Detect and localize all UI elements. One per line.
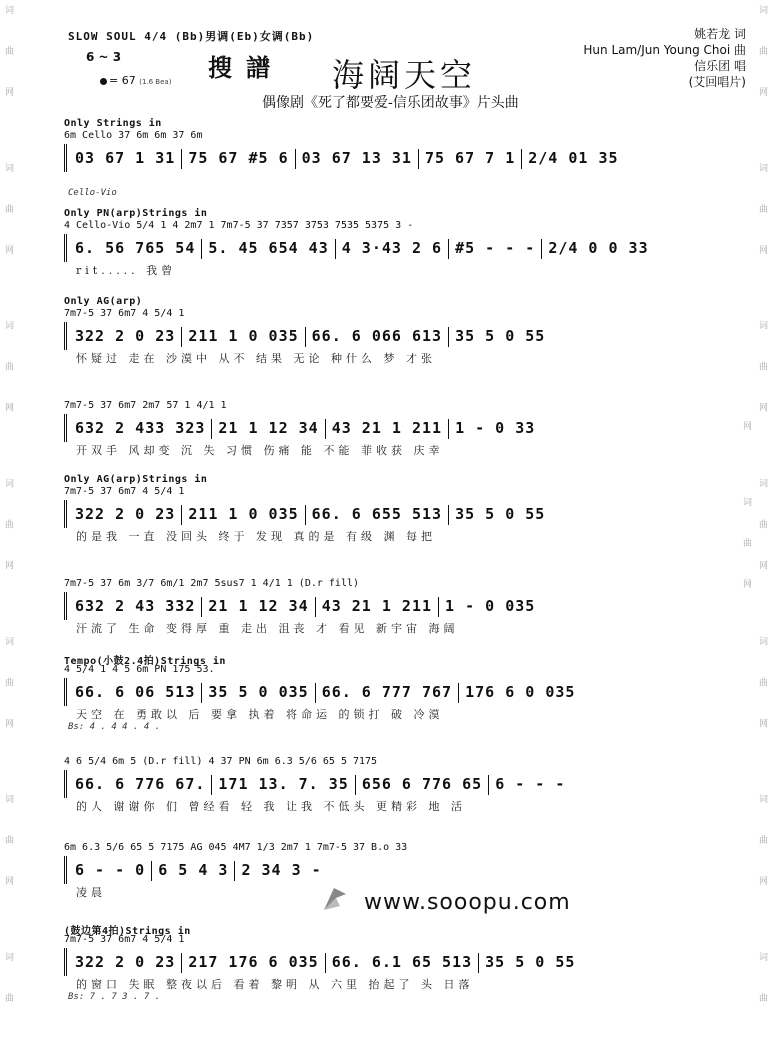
instrument-cue: Only PN(arp)Strings in [64, 208, 208, 219]
measure: 35 5 0 55 [455, 505, 546, 523]
barline [541, 239, 542, 259]
lyrics-line: 怀疑过 走在 沙漠中 从不 结果 无论 种什么 梦 才张 [76, 352, 436, 365]
measure: 21 1 12 34 [218, 419, 319, 437]
chord-line: 7m7-5 37 6m 3/7 6m/1 2m7 5sus7 1 4/1 1 (D.r fill) [64, 578, 360, 589]
bass-or-cue-note: Bs: 7 . 7 3 . 7 . [68, 992, 161, 1002]
instrument-cue: Only Strings in [64, 118, 162, 129]
measure: 217 176 6 035 [188, 953, 319, 971]
measure: 35 5 0 55 [455, 327, 546, 345]
tempo-value: = 67 [109, 74, 136, 87]
barline [211, 419, 212, 439]
barline [458, 683, 459, 703]
notation-line [64, 948, 744, 976]
measure: 1 - 0 035 [445, 597, 536, 615]
instrument-cue: Only AG(arp)Strings in [64, 474, 208, 485]
measure: 66. 6 777 767 [321, 683, 453, 701]
barline [201, 239, 202, 259]
measure: 75 67 #5 6 [188, 149, 289, 167]
bass-or-cue-note: Cello-Vio [68, 188, 117, 198]
measure: 5. 45 654 43 [208, 239, 329, 257]
singer: 信乐团 唱 [694, 59, 746, 73]
bass-or-cue-note: Bs: 4 . 4 4 . 4 . [68, 722, 161, 732]
barline [315, 683, 316, 703]
chord-line: 6m Cello 37 6m 6m 37 6m [64, 130, 203, 141]
barline [335, 239, 336, 259]
measure: 35 5 0 035 [208, 683, 309, 701]
measure: 75 67 7 1 [424, 149, 516, 167]
measure: 632 2 43 332 [75, 597, 196, 615]
measure: 03 67 1 31 [75, 149, 176, 167]
song-title: 海阔天空 [332, 56, 477, 94]
barline [521, 149, 522, 169]
score-system [64, 566, 744, 636]
credits [583, 26, 746, 90]
composer: Hun Lam/Jun Young Choi 曲 [583, 43, 746, 57]
barline [181, 505, 182, 525]
sidebar-watermark-left: 词曲网 词曲网 词曲网 词曲网 词曲网 词曲网 词曲 [3, 5, 13, 1035]
instrument-cue: Only AG(arp) [64, 296, 143, 307]
notation-line [64, 234, 744, 262]
chord-line: 7m7-5 37 6m7 2m7 57 1 4/1 1 [64, 400, 227, 411]
chord-line: 6m 6.3 5/6 65 5 7175 AG 045 4M7 1/3 2m7 1 7m7-5 37 B.o 33 [64, 842, 408, 853]
measure: 66. 6 066 613 [311, 327, 443, 345]
chord-line: 7m7-5 37 6m7 4 5/4 1 [64, 934, 185, 945]
notation-line [64, 856, 744, 884]
measure: 6. 56 765 54 [75, 239, 196, 257]
barline [478, 953, 479, 973]
quarter-note-icon [100, 78, 107, 85]
measure: 4 3·43 2 6 [341, 239, 443, 257]
measure: 66. 6 655 513 [311, 505, 443, 523]
lyrics-line: 的人 谢谢你 们 曾经看 轻 我 让我 不低头 更精彩 地 活 [76, 800, 466, 813]
chord-line: 7m7-5 37 6m7 4 5/4 1 [64, 308, 185, 319]
notation-line [64, 592, 744, 620]
instrument-cue [64, 830, 744, 842]
watermark-url: www.sooopu.com [364, 890, 571, 915]
measure: 322 2 0 23 [75, 327, 176, 345]
lyrics-line: 的是我 一直 没回头 终于 发现 真的是 有级 渊 每把 [76, 530, 436, 543]
notation-line [64, 678, 744, 706]
notation-line [64, 770, 744, 798]
lyricist: 姚若龙 词 [694, 27, 746, 41]
barline [448, 419, 449, 439]
measure: 2 34 3 - [241, 861, 322, 879]
measure: 176 6 0 035 [465, 683, 576, 701]
measure: 35 5 0 55 [485, 953, 576, 971]
instrument-cue [64, 744, 744, 756]
score-system [64, 388, 744, 458]
barline [295, 149, 296, 169]
score-system [64, 118, 744, 198]
barline [181, 149, 182, 169]
instrument-cue [64, 566, 744, 578]
barline [305, 327, 306, 347]
lyrics-line: 凌晨 [76, 886, 106, 899]
score-system [64, 296, 744, 366]
tempo-marking [100, 74, 171, 87]
score-system [64, 652, 744, 732]
chord-line: 4 6 5/4 6m 5 (D.r fill) 4 37 PN 6m 6.3 5/6 65 5 7175 [64, 756, 378, 767]
barline [438, 597, 439, 617]
barline [234, 861, 235, 881]
barline [315, 597, 316, 617]
measure: 6 - - 0 [75, 861, 146, 879]
measure: 322 2 0 23 [75, 505, 176, 523]
sidebar-watermark-right: 词曲网 词曲网 词曲网 词曲网 词曲网 词曲网 词曲网 词曲网 [741, 5, 767, 1035]
measure: 66. 6 776 67. [75, 775, 206, 793]
barline [325, 419, 326, 439]
notation-line [64, 414, 744, 442]
measure: 656 6 776 65 [361, 775, 483, 793]
notation-line [64, 144, 744, 172]
measure: 21 1 12 34 [208, 597, 309, 615]
chord-line: 7m7-5 37 6m7 4 5/4 1 [64, 486, 185, 497]
measure: 03 67 13 31 [301, 149, 412, 167]
measure: 2/4 0 0 33 [548, 239, 649, 257]
lyrics-line [64, 172, 744, 188]
measure: 171 13. 7. 35 [218, 775, 349, 793]
instrument-cue: Tempo(小鼓2.4拍)Strings in [64, 656, 226, 667]
measure: 211 1 0 035 [188, 505, 299, 523]
style-line: SLOW SOUL 4/4 (Bb)男调(Eb)女调(Bb) [68, 30, 315, 43]
instrument-cue [64, 388, 744, 400]
lyrics-line: 的窗口 失眠 整夜以后 看着 黎明 从 六里 抬起了 头 日落 [76, 978, 474, 991]
barline [151, 861, 152, 881]
measure: 632 2 433 323 [75, 419, 206, 437]
measure: 6 5 4 3 [158, 861, 229, 879]
barline [418, 149, 419, 169]
measure: 43 21 1 211 [331, 419, 443, 437]
lyrics-line: 汗流了 生命 变得厚 重 走出 沮丧 才 看见 新宇宙 海阔 [76, 622, 459, 635]
measure: 211 1 0 035 [188, 327, 299, 345]
score-system [64, 744, 744, 814]
barline [305, 505, 306, 525]
chord-line: 4 Cello-Vio 5/4 1 4 2m7 1 7m7-5 37 7357 3753 7535 5375 3 - [64, 220, 414, 231]
measure: 6 - - - [495, 775, 566, 793]
barline [201, 683, 202, 703]
measure: 43 21 1 211 [321, 597, 433, 615]
measure: 2/4 01 35 [528, 149, 619, 167]
barline [211, 775, 212, 795]
site-logo: 搜譜 [208, 53, 284, 82]
barline [448, 505, 449, 525]
lyrics-line: 天空 在 勇敢以 后 要拿 执着 将命运 的锁打 破 冷漠 [76, 708, 444, 721]
measure: #5 - - - [455, 239, 536, 257]
barline [448, 327, 449, 347]
measure: 66. 6 06 513 [75, 683, 196, 701]
label-note: (艾回唱片) [688, 75, 746, 89]
measure: 66. 6.1 65 513 [331, 953, 473, 971]
tempo-note: (1.6 Bea) [139, 78, 172, 86]
barline [448, 239, 449, 259]
instrument-cue: (鼓边第4拍)Strings in [64, 926, 191, 937]
barline [201, 597, 202, 617]
key-line: 6 ~ 3 [86, 50, 122, 64]
lyrics-line: rit..... 我曾 [76, 264, 177, 277]
barline [355, 775, 356, 795]
score-system [64, 922, 744, 1002]
score-system [64, 474, 744, 544]
song-subtitle: 偶像剧《死了都要爱-信乐团故事》片头曲 [262, 95, 519, 111]
barline [181, 327, 182, 347]
barline [181, 953, 182, 973]
notation-line [64, 500, 744, 528]
lyrics-line: 开双手 风却变 沉 失 习惯 伤痛 能 不能 菲收获 庆幸 [76, 444, 444, 457]
chord-line: 4 5/4 1 4 5 6m PN 175 53. [64, 664, 215, 675]
score-system [64, 208, 744, 278]
barline [488, 775, 489, 795]
notation-line [64, 322, 744, 350]
measure: 322 2 0 23 [75, 953, 176, 971]
barline [325, 953, 326, 973]
sooopu-logo-icon [320, 884, 350, 914]
measure: 1 - 0 33 [455, 419, 536, 437]
